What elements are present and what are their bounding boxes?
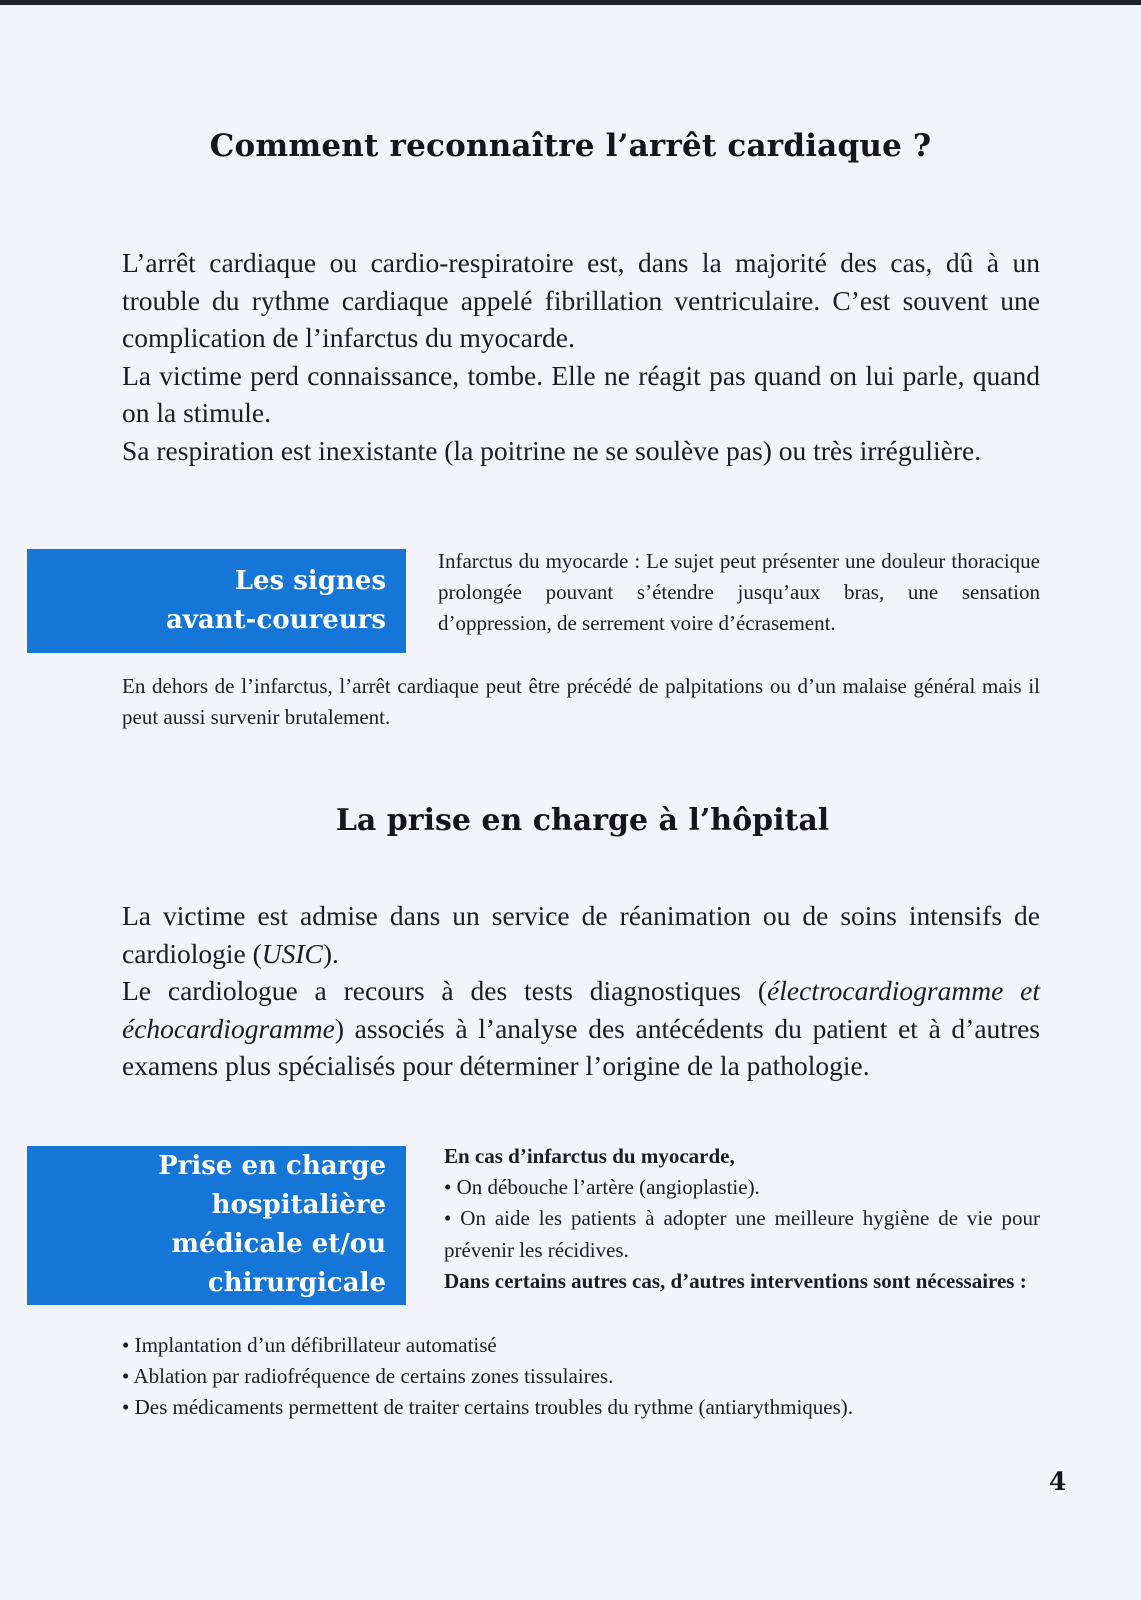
- other-heading: Dans certains autres cas, d’autres interventions sont nécessaires :: [444, 1268, 1027, 1293]
- signs-text-continued: [122, 671, 1040, 733]
- signs-text: [438, 546, 1040, 640]
- page-number: 4: [1049, 1467, 1067, 1496]
- list-item: [444, 1203, 1040, 1265]
- list-item: [444, 1172, 1040, 1203]
- paragraph: La victime perd connaissance, tombe. Elle ne réagit pas quand on lui parle, quand on la stimule.: [122, 359, 1040, 428]
- paragraph: [122, 897, 1040, 972]
- section2-body: [122, 897, 1040, 1085]
- box-label-line: Les signes: [234, 566, 386, 596]
- bullet-text: • Des médicaments permettent de traiter certains troubles du rythme (antiarythmiques).: [122, 1392, 1040, 1423]
- paragraph: Sa respiration est inexistante (la poitrine ne se soulève pas) ou très irrégulière.: [122, 434, 982, 466]
- text-span: ) associés à l’analyse des antécédents du patient et à d’autres examens plus spécialisés pour déterminer l’origine de la pathologie.: [122, 1012, 1040, 1081]
- box-label-line: médicale et/ou: [171, 1229, 386, 1259]
- other-interventions-list: [122, 1330, 1040, 1424]
- bullet-text: • Implantation d’un défibrillateur automatisé: [122, 1330, 1040, 1361]
- box-label-line: hospitalière: [211, 1190, 386, 1220]
- hospital-care-text: [444, 1141, 1040, 1297]
- section2-title: La prise en charge à l’hôpital: [335, 803, 830, 838]
- list-item: [122, 1361, 1040, 1392]
- paragraph: [122, 972, 1040, 1085]
- top-border: [0, 0, 1141, 5]
- list-item: [122, 1392, 1040, 1423]
- box-label-line: avant-coureurs: [165, 605, 386, 635]
- paragraph: Infarctus du myocarde : Le sujet peut présenter une douleur thoracique prolongée pouvant s’étendre jusqu’aux bras, une sensation d’oppression, de serrement voire d’écrasement.: [438, 549, 1040, 636]
- section1-title: Comment reconnaître l’arrêt cardiaque ?: [209, 128, 932, 164]
- box-label-line: Prise en charge: [158, 1151, 386, 1181]
- infarct-heading: En cas d’infarctus du myocarde,: [444, 1144, 735, 1168]
- text-span: ).: [322, 937, 339, 969]
- bullet-text: • On aide les patients à adopter une meilleure hygiène de vie pour prévenir les récidives.: [444, 1203, 1040, 1265]
- italic-text: USIC: [261, 937, 323, 969]
- hospital-care-label-box: [27, 1146, 406, 1305]
- bullet-text: • Ablation par radiofréquence de certains zones tissulaires.: [122, 1361, 1040, 1392]
- list-item: [122, 1330, 1040, 1361]
- paragraph: L’arrêt cardiaque ou cardio-respiratoire est, dans la majorité des cas, dû à un trouble du rythme cardiaque appelé fibrillation ventriculaire. C’est souvent une complication de l’infarctus du myocarde.: [122, 247, 1040, 353]
- section1-body: [122, 244, 1040, 469]
- signs-label-box: [27, 549, 406, 653]
- text-span: La victime est admise dans un service de réanimation ou de soins intensifs de cardiologie (: [122, 900, 1040, 969]
- paragraph: En dehors de l’infarctus, l’arrêt cardiaque peut être précédé de palpitations ou d’un malaise général mais il peut aussi survenir brutalement.: [122, 674, 1040, 730]
- box-label-line: chirurgicale: [207, 1268, 386, 1298]
- text-span: Le cardiologue a recours à des tests diagnostiques (: [122, 975, 768, 1006]
- italic-text: électrocardiogramme et échocardiogramme: [122, 975, 1040, 1044]
- bullet-text: • On débouche l’artère (angioplastie).: [444, 1172, 1040, 1203]
